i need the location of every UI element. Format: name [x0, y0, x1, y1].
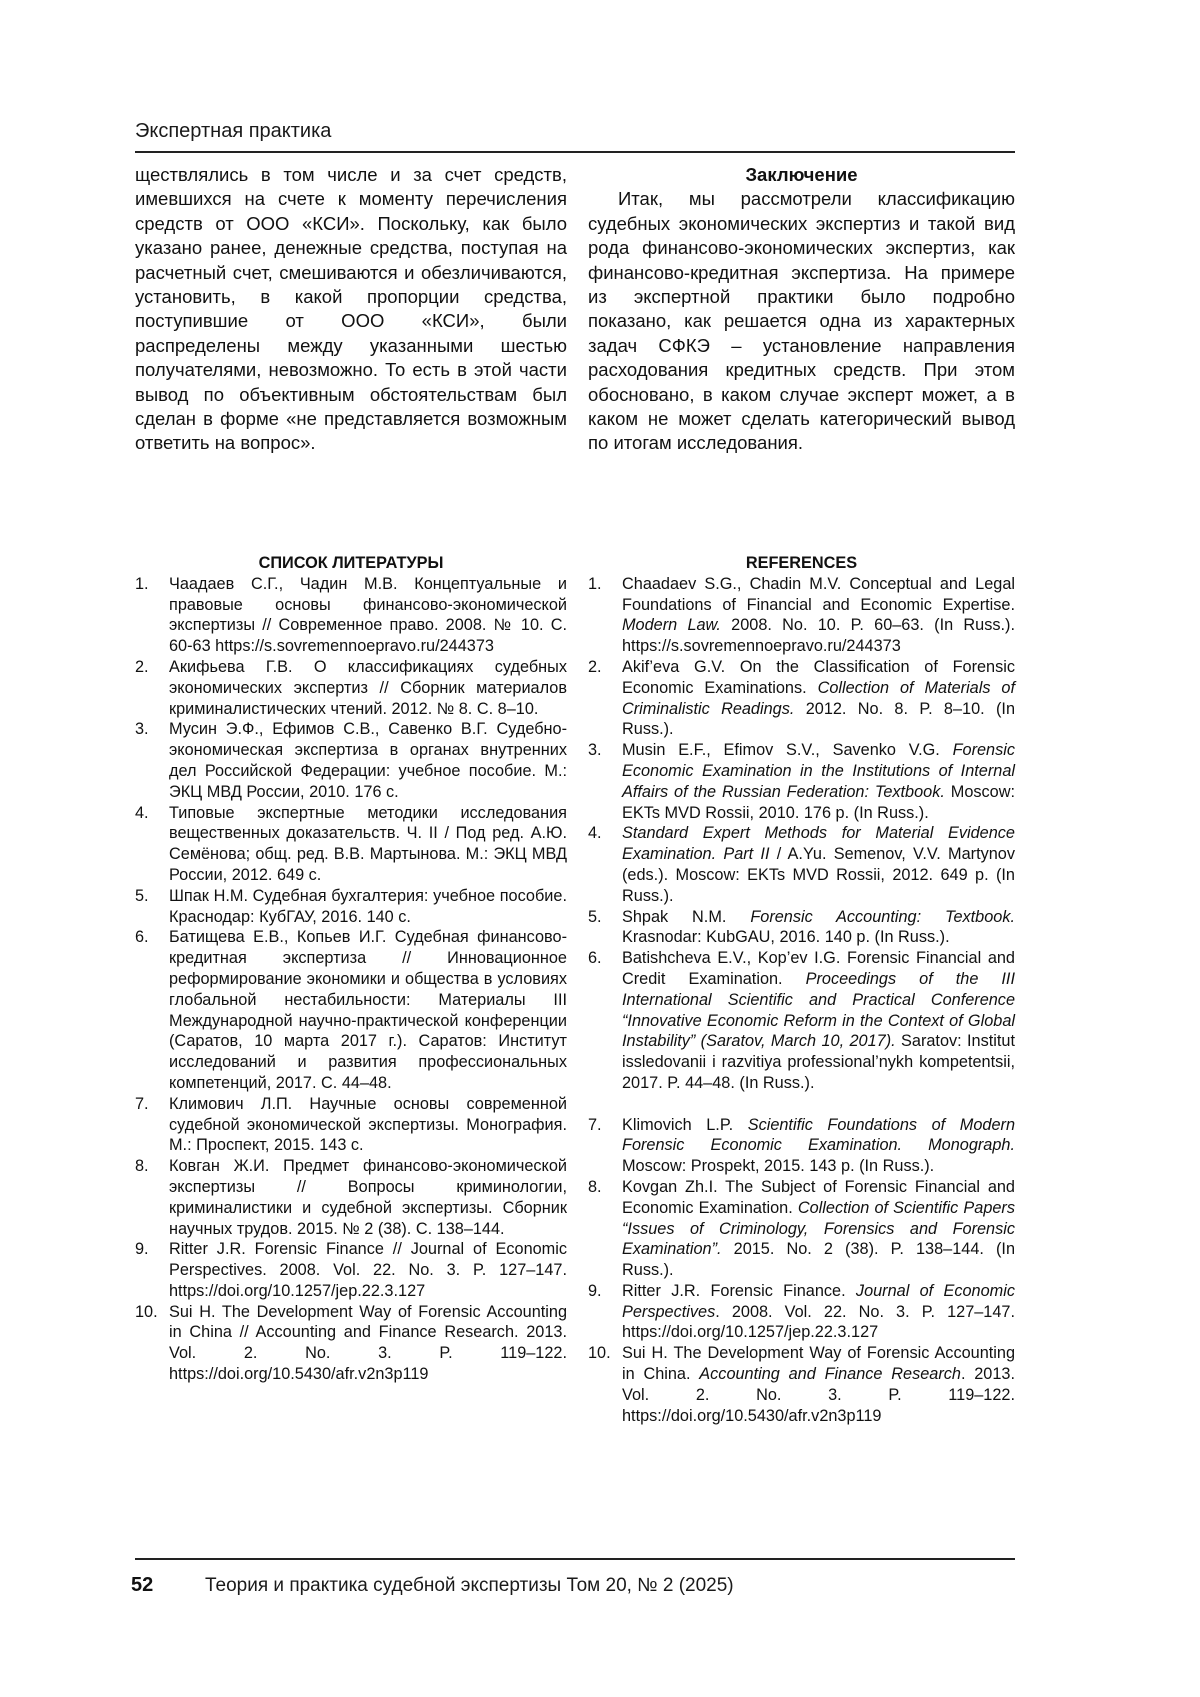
reference-item [135, 657, 567, 719]
reference-number: 6. [135, 928, 149, 947]
conclusion-title: Заключение [745, 164, 858, 185]
reference-number: 7. [135, 1094, 149, 1113]
reference-number: 9. [588, 1281, 602, 1300]
reference-text-part: Batishcheva E.V., Kop’ev I.G. Forensic Financial and Credit Examination. [622, 949, 1015, 988]
references-ru-title: СПИСОК ЛИТЕРАТУРЫ [258, 554, 444, 572]
reference-text-part: / A.Yu. Semenov, V.V. Martynov (eds.). Moscow: EKTs MVD Rossii, 2012. 649 p. (In Russ.). [622, 845, 1015, 905]
reference-item [588, 823, 1015, 906]
reference-item [135, 927, 567, 1093]
body-paragraph: ществлялись в том числе и за счет средств, имевшихся на счете к моменту перечисления средств от ООО «КСИ». Поскольку, как было указано ранее, денежные средства, поступая на расчетный счет, смешиваются и обезличиваются, установить, в какой пропорции средства, поступившие от ООО «КСИ», были распределены между указанными шестью получателями, невозможно. То есть в этой части вывод по объективным обстоятельствам был сделан в форме «не представляется возможным ответить на вопрос». [135, 164, 567, 454]
reference-text-part: Saratov: Institut issledovanii i razvitiya professional’nykh kompetentsii, 2017. P. 44–48. (In Russ.). [622, 1032, 1015, 1092]
references-ru-list [135, 574, 567, 1385]
reference-text [622, 657, 1015, 740]
reference-item [588, 948, 1015, 1094]
reference-text [622, 574, 1015, 657]
reference-text-part: Kovgan Zh.I. The Subject of Forensic Financial and Economic Examination. [622, 1177, 1015, 1217]
reference-text [622, 1115, 1015, 1177]
reference-source-title: Proceedings of the III International Scientific and Practical Conference “Innovative Economic Reform in the Context of Global Instability” (Saratov, March 10, 2017). [622, 969, 1015, 1051]
reference-text: Sui H. The Development Way of Forensic Accounting in China // Accounting and Finance Research. 2013. Vol. 2. No. 3. P. 119–122. https://doi.org/10.5430/afr.v2n3p119 [169, 1302, 567, 1384]
reference-number: 1. [588, 574, 602, 593]
reference-text-part: Moscow: Prospekt, 2015. 143 p. (In Russ.). [622, 1157, 935, 1176]
reference-text-part: Akif’eva G.V. On the Classification of Forensic Economic Examinations. [622, 657, 1015, 697]
reference-item [135, 1094, 567, 1156]
reference-item [135, 1239, 567, 1301]
reference-number: 3. [588, 741, 602, 760]
reference-number: 5. [588, 907, 602, 926]
reference-text-part: Sui H. The Development Way of Forensic Accounting in China. [622, 1344, 1015, 1384]
reference-item [588, 1115, 1015, 1177]
reference-text-part: . 2013. Vol. 2. No. 3. P. 119–122. https://doi.org/10.5430/afr.v2n3p119 [622, 1365, 1015, 1425]
reference-text-part: Musin E.F., Efimov S.V., Savenko V.G. [622, 741, 953, 760]
reference-number: 3. [135, 720, 149, 739]
reference-number: 7. [588, 1115, 602, 1134]
reference-source-title: Accounting and Finance Research [699, 1365, 961, 1384]
reference-text-part: 2008. No. 10. P. 60–63. (In Russ.). https://s.sovremennoepravo.ru/244373 [622, 616, 1015, 656]
reference-text-part: 2012. No. 8. P. 8–10. (In Russ.). [622, 699, 1015, 739]
header-divider [135, 151, 1015, 153]
reference-text [622, 948, 1015, 1094]
body-left-column [135, 163, 567, 456]
reference-item [135, 1156, 567, 1239]
reference-number: 4. [588, 824, 602, 843]
reference-text: Шпак Н.М. Судебная бухгалтерия: учебное пособие. Краснодар: КубГАУ, 2016. 140 с. [169, 886, 567, 926]
conclusion-paragraph: Итак, мы рассмотрели классификацию судебных экономических экспертиз и такой вид рода финансово-экономических экспертиз, как финансово-кредитная экспертиза. На примере из экспертной практики было подробно показано, как решается одна из характерных задач СФКЭ – установление направления расходования кредитных средств. При этом обосновано, в каком случае эксперт может, а в каком не может сделать категорический вывод по итогам исследования. [588, 188, 1015, 454]
reference-source-title: Scientific Foundations of Modern Forensic Economic Examination. Monograph. [622, 1115, 1015, 1155]
reference-source-title: Modern Law. [622, 616, 721, 635]
reference-text-part: Ritter J.R. Forensic Finance. [622, 1281, 856, 1300]
running-head: Экспертная практика [135, 120, 332, 142]
reference-text [622, 823, 1015, 906]
reference-number: 2. [135, 657, 149, 676]
reference-text: Ковган Ж.И. Предмет финансово-экономической экспертизы // Вопросы криминологии, криминалистики и судебной экспертизы. Сборник научных трудов. 2015. № 2 (38). С. 138–144. [169, 1157, 567, 1238]
reference-item [588, 907, 1015, 949]
reference-source-title: Journal of Economic Perspectives [622, 1281, 1015, 1321]
reference-number: 8. [588, 1177, 602, 1196]
reference-source-title: Forensic Accounting: Textbook. [750, 907, 1015, 926]
reference-text-part: 2015. No. 2 (38). P. 138–144. (In Russ.). [622, 1240, 1015, 1280]
reference-item [588, 1281, 1015, 1343]
reference-text-part: Moscow: EKTs MVD Rossii, 2010. 176 p. (In Russ.). [622, 782, 1015, 822]
reference-number: 8. [135, 1157, 149, 1176]
reference-source-title: Collection of Materials of Criminalistic Readings. [622, 678, 1015, 718]
reference-item [588, 657, 1015, 740]
reference-text-part: Klimovich L.P. [622, 1115, 748, 1134]
reference-text: Акифьева Г.В. О классификациях судебных экономических экспертиз // Сборник материалов криминалистических чтений. 2012. № 8. С. 8–10. [169, 657, 567, 718]
reference-text: Климович Л.П. Научные основы современной судебной экономической экспертизы. Монография. М.: Проспект, 2015. 143 с. [169, 1094, 567, 1155]
reference-item [588, 1343, 1015, 1426]
references-en-title: REFERENCES [745, 554, 858, 572]
references-ru [135, 553, 567, 1385]
journal-citation: Теория и практика судебной экспертизы Том 20, № 2 (2025) [205, 1575, 734, 1596]
conclusion-section [588, 163, 1015, 456]
reference-text-part: . 2008. Vol. 22. No. 3. P. 127–147. https://doi.org/10.1257/jep.22.3.127 [622, 1302, 1015, 1342]
reference-number: 4. [135, 803, 149, 822]
reference-source-title: Collection of Scientific Papers “Issues of Criminology, Forensics and Forensic Examination”. [622, 1198, 1015, 1259]
reference-text [622, 907, 1015, 949]
reference-text [622, 1281, 1015, 1343]
reference-text: Мусин Э.Ф., Ефимов С.В., Савенко В.Г. Судебно-экономическая экспертиза в органах внутренних дел Российской Федерации: учебное пособие. М.: ЭКЦ МВД России, 2010. 176 с. [169, 720, 567, 801]
references-en [588, 553, 1015, 1426]
reference-item [588, 574, 1015, 657]
reference-item [588, 740, 1015, 823]
reference-text: Чаадаев С.Г., Чадин М.В. Концептуальные и правовые основы финансово-экономической экспертизы // Современное право. 2008. № 10. С. 60-63 https://s.sovremennoepravo.ru/244373 [169, 574, 567, 656]
reference-number: 10. [588, 1344, 611, 1363]
reference-item [135, 803, 567, 886]
reference-text [622, 740, 1015, 823]
page-number: 52 [131, 1574, 154, 1596]
reference-text-part: Chaadaev S.G., Chadin M.V. Conceptual and Legal Foundations of Financial and Economic Expertise. [622, 574, 1015, 614]
reference-item [135, 574, 567, 657]
footer-divider [135, 1558, 1015, 1560]
reference-text: Типовые экспертные методики исследования вещественных доказательств. Ч. II / Под ред. А.Ю. Семёнова; общ. ред. В.В. Мартынова. М.: ЭКЦ МВД России, 2012. 649 с. [169, 803, 567, 884]
reference-text-part: Krasnodar: KubGAU, 2016. 140 p. (In Russ.). [622, 928, 950, 947]
reference-spacer [588, 1094, 1015, 1115]
reference-text: Ritter J.R. Forensic Finance // Journal of Economic Perspectives. 2008. Vol. 22. No. 3. P. 127–147. https://doi.org/10.1257/jep.22.3.127 [169, 1240, 567, 1300]
reference-text-part: Shpak N.M. [622, 907, 751, 926]
reference-number: 10. [135, 1302, 158, 1321]
reference-number: 2. [588, 657, 602, 676]
reference-number: 9. [135, 1240, 149, 1259]
reference-item [135, 886, 567, 928]
reference-number: 5. [135, 886, 149, 905]
reference-item [588, 1177, 1015, 1281]
reference-source-title: Forensic Economic Examination in the Institutions of Internal Affairs of the Russian Federation: Textbook. [622, 741, 1015, 801]
reference-source-title: Standard Expert Methods for Material Evidence Examination. Part II [622, 824, 1015, 864]
reference-item [135, 1302, 567, 1385]
reference-text [622, 1343, 1015, 1426]
reference-text: Батищева Е.В., Копьев И.Г. Судебная финансово-кредитная экспертиза // Инновационное реформирование экономики и общества в условиях глобальной нестабильности: Материалы III Международной научно-практической конференции (Саратов, 10 марта 2017 г.). Саратов: Институт исследований и развития профессиональных компетенций, 2017. С. 44–48. [169, 928, 567, 1092]
reference-text [622, 1177, 1015, 1281]
reference-number: 6. [588, 949, 602, 968]
references-en-list [588, 574, 1015, 1427]
reference-number: 1. [135, 574, 149, 593]
reference-item [135, 719, 567, 802]
